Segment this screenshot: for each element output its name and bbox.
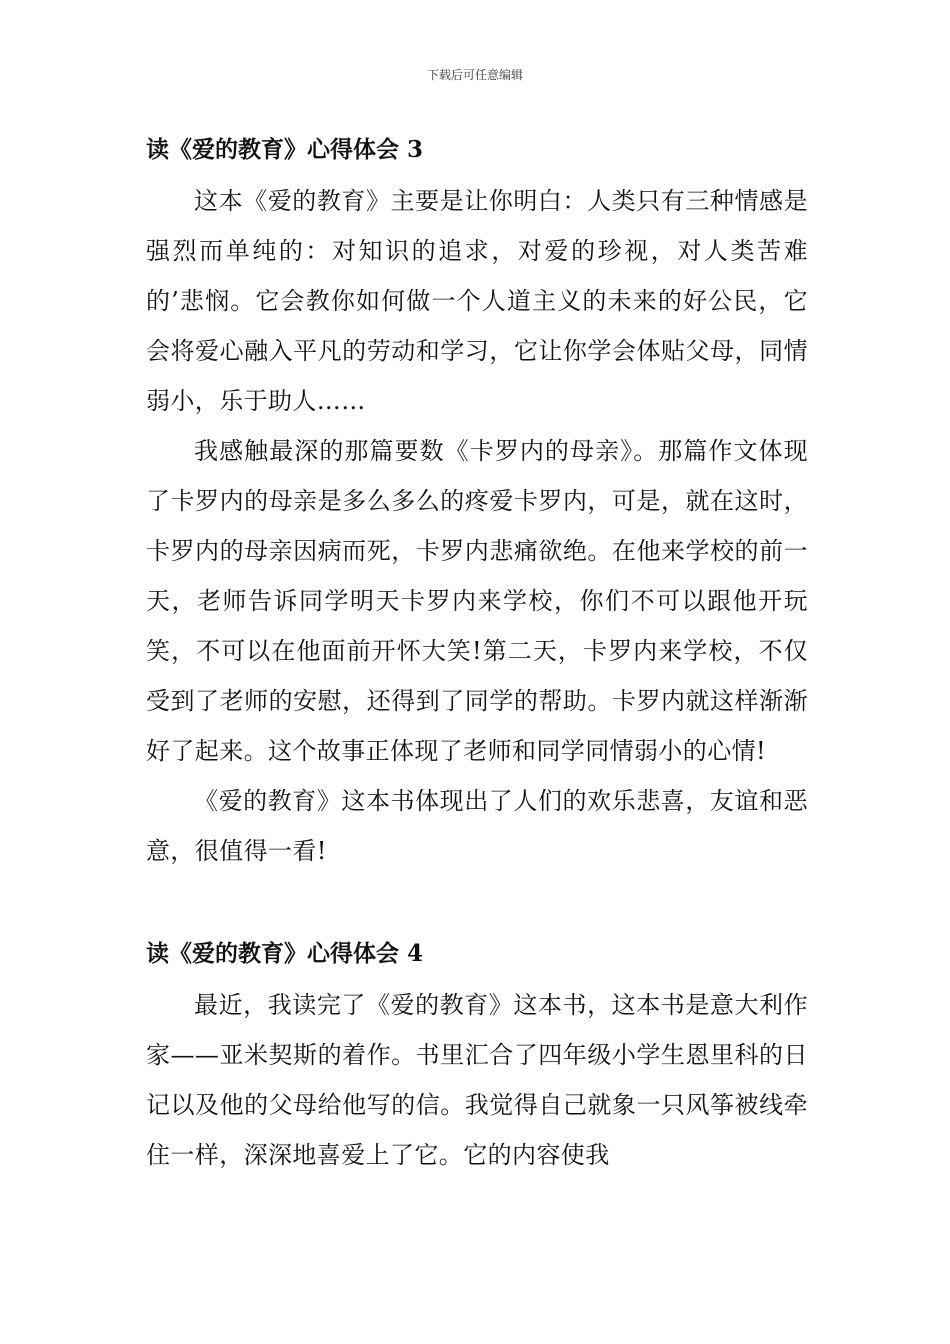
page-header-note: 下载后可任意编辑: [426, 68, 523, 82]
paragraph: 我感触最深的那篇要数《卡罗内的母亲》。那篇作文体现了卡罗内的母亲是多么多么的疼爱卡罗内，可是，就在这时，卡罗内的母亲因病而死，卡罗内悲痛欲绝。在他来学校的前一天，老师告诉同学明天卡罗内来学校，你们不可以跟他开玩笑，不可以在他面前开怀大笑!第二天，卡罗内来学校，不仅受到了老师的安慰，还得到了同学的帮助。卡罗内就这样渐渐好了起来。这个故事正体现了老师和同学同情弱小的心情!: [146, 437, 808, 765]
section-4: [146, 934, 808, 1180]
paragraph: 这本《爱的教育》主要是让你明白：人类只有三种情感是强烈而单纯的：对知识的追求，对爱的珍视，对人类苦难的’悲悯。它会教你如何做一个人道主义的未来的好公民，它会将爱心融入平凡的劳动和学习，它让你学会体贴父母，同情弱小，乐于助人……: [146, 187, 808, 415]
section-3: [146, 130, 808, 876]
document-body: [146, 130, 808, 1180]
section-title: 读《爱的教育》心得体会 4: [146, 940, 424, 967]
paragraph: 《爱的教育》这本书体现出了人们的欢乐悲喜，友谊和恶意，很值得一看!: [146, 787, 808, 865]
section-title: 读《爱的教育》心得体会 3: [146, 136, 424, 163]
paragraph: 最近，我读完了《爱的教育》这本书，这本书是意大利作家——亚米契斯的着作。书里汇合了四年级小学生恩里科的日记以及他的父母给他写的信。我觉得自己就象一只风筝被线牵住一样，深深地喜爱上了它。它的内容使我: [146, 991, 808, 1169]
